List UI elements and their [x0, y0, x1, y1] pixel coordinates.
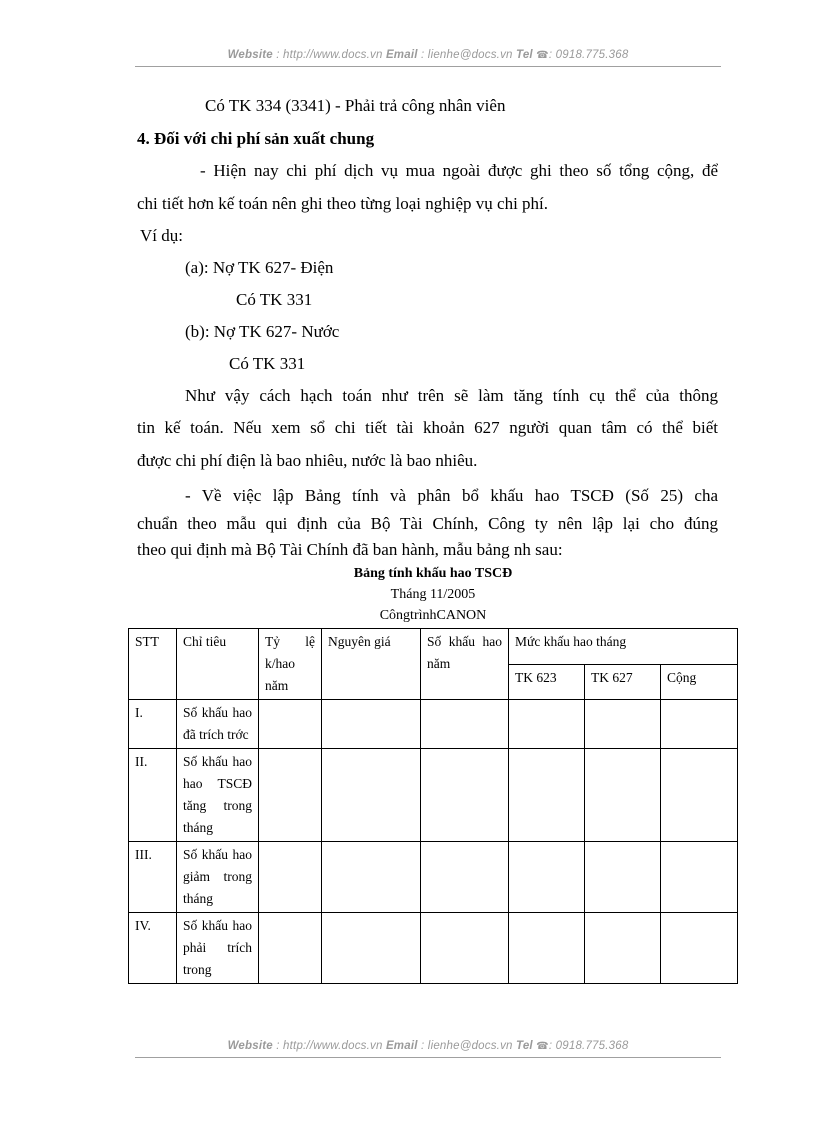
- para2-line1: Như vậy cách hạch toán như trên sẽ làm tăng tính cụ thể của thông: [185, 386, 718, 405]
- header-cong: Cộng: [661, 664, 738, 700]
- header-website-value: : http://www.docs.vn: [272, 49, 386, 61]
- header-ty-le: Tỷ lệ k/hao năm: [259, 629, 322, 700]
- para1-line1: - Hiện nay chi phí dịch vụ mua ngoài được ghi theo số tổng cộng, để: [200, 161, 718, 180]
- footer-tel-label: Tel: [516, 1040, 533, 1052]
- table-row: [129, 842, 738, 913]
- row-stt: III.: [129, 842, 177, 913]
- para2-line3: được chi phí điện là bao nhiêu, nước là bao nhiêu.: [137, 451, 478, 470]
- para3-line2: chuẩn theo mẫu qui định của Bộ Tài Chính, Công ty nên lập lại cho đúng: [137, 514, 718, 533]
- vi-du-label: Ví dụ:: [140, 226, 183, 245]
- table-row: [129, 913, 738, 984]
- page-footer: [135, 1040, 721, 1052]
- entry-b: (b): Nợ TK 627- Nước: [185, 322, 340, 341]
- header-nguyen-gia: Nguyên giá: [322, 629, 421, 700]
- depreciation-table: [128, 628, 738, 984]
- para2-line2: tin kế toán. Nếu xem sổ chi tiết tài khoản 627 người quan tâm có thể biết: [137, 418, 718, 437]
- footer-website-value: : http://www.docs.vn: [272, 1040, 386, 1052]
- table-project: CôngtrìnhCANON: [379, 608, 487, 623]
- entry-b-co: Có TK 331: [229, 354, 306, 373]
- row-chi-tieu: Số khấu hao hao TSCĐ tăng trong tháng: [177, 749, 259, 842]
- page-header: [135, 49, 721, 61]
- footer-email-value: : lienhe@docs.vn: [417, 1040, 517, 1052]
- header-website-label: Website: [227, 49, 273, 61]
- table-row: [129, 700, 738, 749]
- header-chi-tieu: Chỉ tiêu: [177, 629, 259, 700]
- header-tel-label: Tel: [516, 49, 533, 61]
- phone-icon: ☎: [536, 1041, 549, 1052]
- table-header-row: [129, 629, 738, 665]
- section-4-heading: 4. Đối với chi phí sản xuất chung: [137, 129, 375, 148]
- para3-line3: theo qui định mà Bộ Tài Chính đã ban hành, mẫu bảng nh sau:: [137, 540, 563, 559]
- row-chi-tieu: Số khấu hao đã trích trớc: [177, 700, 259, 749]
- para3-line1: - Về việc lập Bảng tính và phân bổ khấu hao TSCĐ (Số 25) cha: [185, 486, 718, 505]
- footer-divider: [135, 1057, 721, 1058]
- row-stt: IV.: [129, 913, 177, 984]
- header-email-value: : lienhe@docs.vn: [417, 49, 517, 61]
- header-stt: STT: [129, 629, 177, 700]
- header-divider: [135, 66, 721, 67]
- row-chi-tieu: Số khấu hao phải trích trong: [177, 913, 259, 984]
- table-month: Tháng 11/2005: [390, 587, 476, 602]
- entry-a-co: Có TK 331: [236, 290, 313, 309]
- header-so-khau-hao-nam: Số khấu hao năm: [421, 629, 509, 700]
- header-tk627: TK 627: [585, 664, 661, 700]
- line-co-334: Có TK 334 (3341) - Phải trả công nhân viên: [205, 96, 506, 115]
- footer-website-label: Website: [227, 1040, 273, 1052]
- header-muc-khau-hao-thang: Mức khấu hao tháng: [509, 629, 738, 665]
- footer-tel-value: : 0918.775.368: [548, 1040, 629, 1052]
- table-row: [129, 749, 738, 842]
- para1-line2: chi tiết hơn kế toán nên ghi theo từng loại nghiệp vụ chi phí.: [137, 194, 549, 213]
- entry-a: (a): Nợ TK 627- Điện: [185, 258, 334, 277]
- table-title: Bảng tính khấu hao TSCĐ: [353, 566, 513, 581]
- row-stt: II.: [129, 749, 177, 842]
- row-stt: I.: [129, 700, 177, 749]
- header-tk623: TK 623: [509, 664, 585, 700]
- row-chi-tieu: Số khấu hao giảm trong tháng: [177, 842, 259, 913]
- header-email-label: Email: [385, 49, 418, 61]
- footer-email-label: Email: [385, 1040, 418, 1052]
- phone-icon: ☎: [536, 50, 549, 61]
- header-tel-value: : 0918.775.368: [548, 49, 629, 61]
